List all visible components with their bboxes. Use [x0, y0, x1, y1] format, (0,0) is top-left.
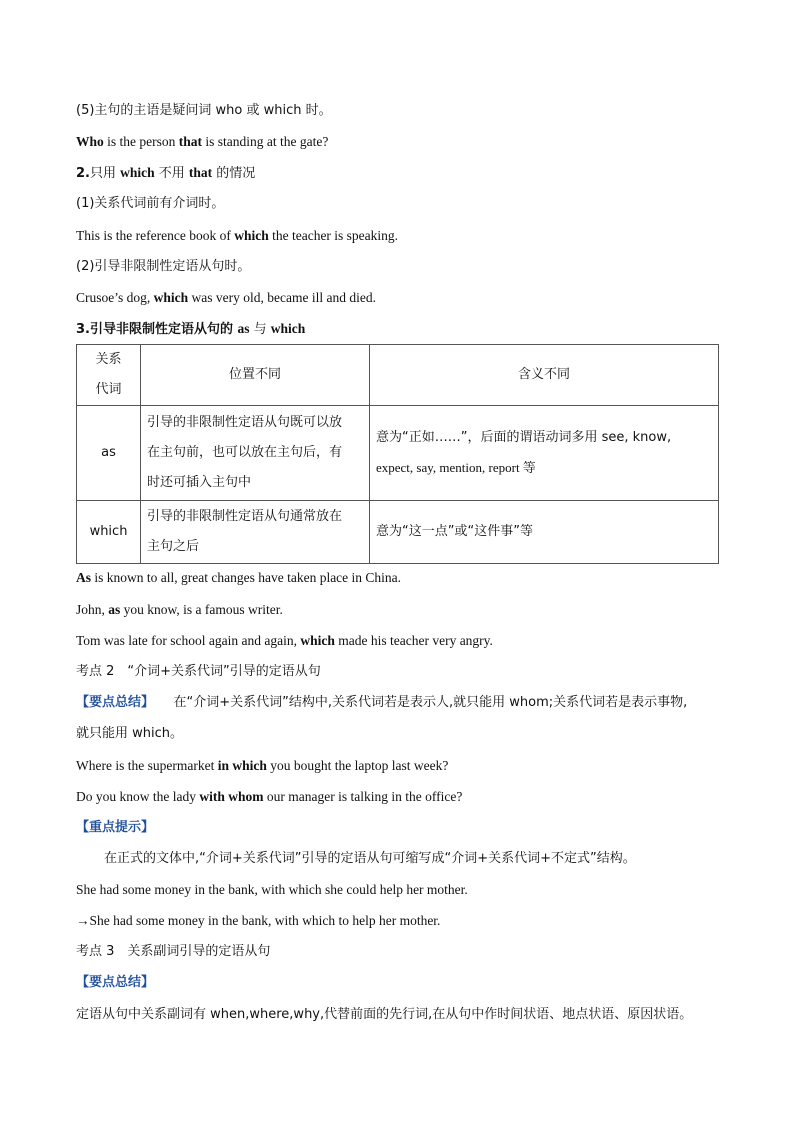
point-3-text — [76, 1007, 692, 1023]
example-reference-book — [76, 228, 398, 244]
section-number: 2. — [76, 166, 90, 181]
table-header-row — [77, 345, 719, 406]
section-2-heading — [76, 165, 255, 182]
point-3-summary-label-line — [76, 975, 154, 991]
example-as-known — [76, 570, 401, 586]
rule-1 — [76, 196, 224, 212]
summary-text: 在“介词+关系代词”结构中,关系代词若是表示人,就只能用 whom;关系代词若是表示事物, — [147, 695, 688, 710]
example-supermarket — [76, 758, 448, 774]
pronoun-cell: which — [77, 501, 141, 564]
heading-text: 的情况 — [212, 166, 256, 181]
example-text: Crusoe’s dog, — [76, 290, 154, 305]
header-pronoun-line2: 代词 — [95, 382, 122, 397]
header-meaning: 含义不同 — [370, 345, 719, 406]
rule-1-text: (1)关系代词前有介词时。 — [76, 196, 225, 211]
example-text: made his teacher very angry. — [334, 633, 493, 648]
tip-text-line — [104, 851, 636, 867]
point-2-summary-cont — [76, 726, 183, 742]
example-money — [76, 882, 468, 898]
example-text: our manager is talking in the office? — [263, 789, 463, 804]
section-3-heading — [76, 321, 305, 338]
cell-line: 引导的非限制性定语从句通常放在 — [147, 509, 343, 524]
cell-line: 引导的非限制性定语从句既可以放 — [147, 415, 343, 430]
example-lady — [76, 789, 462, 805]
rule-2 — [76, 259, 250, 275]
summary-label: 【要点总结】 — [76, 695, 148, 710]
cell-line: 主句之后 — [147, 539, 200, 554]
emph-as: as — [237, 321, 250, 336]
meaning-cell: 意为“这一点”或“这件事”等 — [370, 501, 719, 564]
example-text: you know, is a famous writer. — [120, 602, 283, 617]
emph-who: Who — [76, 134, 104, 149]
example-text: Do you know the lady — [76, 789, 200, 804]
heading-text: 3.引导非限制性定语从句的 — [76, 322, 238, 337]
point-3-text-content: 定语从句中关系副词有 when,where,why,代替前面的先行词,在从句中作时间状语、地点状语、原因状语。 — [76, 1007, 693, 1022]
example-tom — [76, 633, 493, 649]
table-row — [77, 406, 719, 501]
table-row — [77, 501, 719, 564]
example-text: Where is the supermarket — [76, 758, 218, 773]
point-2-title — [76, 664, 321, 680]
heading-text: 不用 — [154, 166, 189, 181]
header-position: 位置不同 — [141, 345, 370, 406]
example-text: This is the reference book of — [76, 228, 235, 243]
summary-label: 【要点总结】 — [76, 975, 155, 990]
tip-text: 在正式的文体中,“介词+关系代词”引导的定语从句可缩写成“介词+关系代词+不定式”结构。 — [104, 851, 636, 866]
rule-5 — [76, 103, 332, 119]
point-2-summary — [76, 695, 687, 711]
cell-line: expect, say, mention, report 等 — [376, 460, 536, 475]
example-crusoe — [76, 290, 376, 306]
example-text: is known to all, great changes have taken place in China. — [91, 570, 402, 585]
tip-label-line — [76, 820, 154, 836]
example-text: She had some money in the bank, with which she could help her mother. — [76, 882, 468, 897]
pronoun-cell: as — [77, 406, 141, 501]
example-text: is standing at the gate? — [202, 134, 329, 149]
example-text: the teacher is speaking. — [268, 228, 399, 243]
emph-as: as — [108, 602, 121, 617]
emph-which: which — [153, 290, 189, 305]
emph-that: that — [188, 165, 213, 180]
example-text: you bought the laptop last week? — [266, 758, 449, 773]
emph-which: which — [120, 165, 155, 180]
meaning-cell — [370, 406, 719, 501]
example-text: John, — [76, 602, 109, 617]
example-text: →She had some money in the bank, with which to help her mother. — [76, 913, 441, 928]
emph-as: As — [76, 570, 92, 585]
example-text: is the person — [103, 134, 179, 149]
emph-with-whom: with whom — [199, 789, 264, 804]
example-text: was very old, became ill and died. — [188, 290, 376, 305]
header-pronoun — [77, 345, 141, 406]
emph-which: which — [234, 228, 269, 243]
example-john — [76, 602, 283, 618]
header-pronoun-line1: 关系 — [95, 352, 122, 367]
cell-line: 时还可插入主句中 — [147, 475, 252, 490]
example-money-rewrite — [76, 913, 440, 929]
rule-2-text: (2)引导非限制性定语从句时。 — [76, 259, 251, 274]
point-3-title-text: 考点 3 关系副词引导的定语从句 — [76, 944, 271, 959]
summary-text: 就只能用 which。 — [76, 726, 184, 741]
heading-text: 只用 — [89, 166, 121, 181]
emph-in-which: in which — [217, 758, 267, 773]
cell-line: 意为“正如……”，后面的谓语动词多用 see, know, — [376, 430, 672, 445]
point-2-title-text: 考点 2 “介词+关系代词”引导的定语从句 — [76, 664, 321, 679]
rule-5-text: (5)主句的主语是疑问词 who 或 which 时。 — [76, 103, 332, 118]
cell-line: 在主句前，也可以放在主句后，有 — [147, 445, 343, 460]
position-cell — [141, 406, 370, 501]
example-who — [76, 134, 328, 150]
emph-which: which — [300, 633, 335, 648]
tip-label: 【重点提示】 — [76, 820, 155, 835]
heading-text: 与 — [249, 322, 271, 337]
comparison-table — [76, 344, 719, 564]
emph-that: that — [178, 134, 203, 149]
emph-which: which — [270, 321, 306, 336]
point-3-title — [76, 944, 270, 960]
position-cell — [141, 501, 370, 564]
example-text: Tom was late for school again and again, — [76, 633, 301, 648]
